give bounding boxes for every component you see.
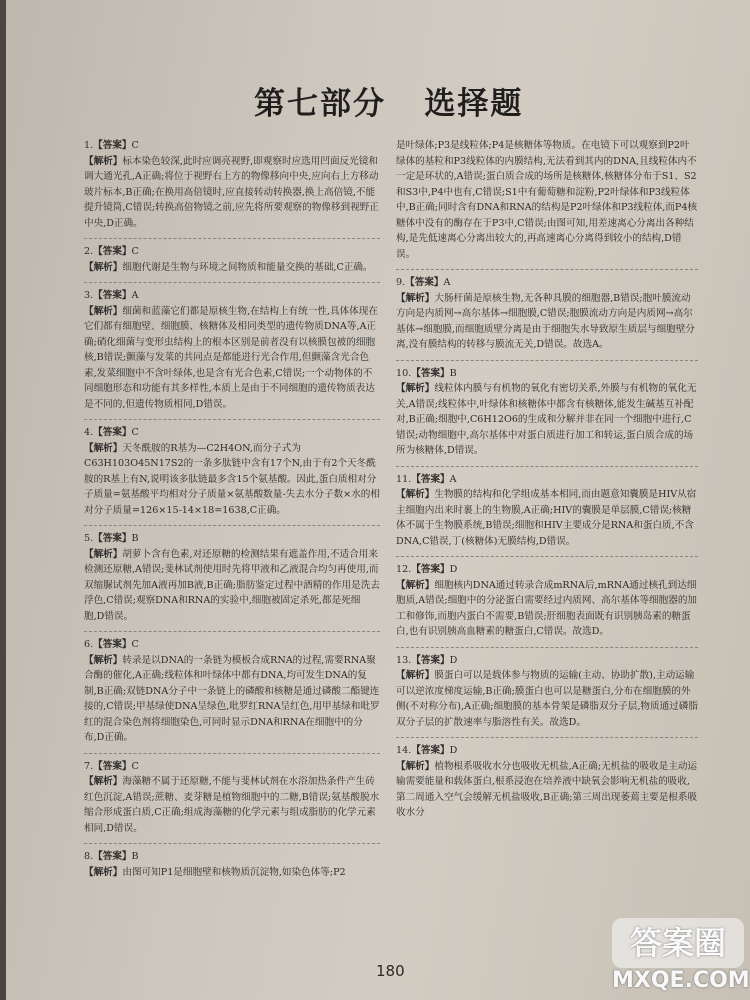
answer-value: B: [449, 367, 457, 379]
right-column: [396, 138, 698, 825]
explain-label: 【解析】: [396, 489, 435, 500]
question-number: 3.: [84, 290, 94, 301]
answer-label: 【答案】: [405, 277, 444, 288]
watermark-bottom: MXQE.COM: [612, 968, 750, 993]
explanation: [84, 865, 380, 881]
answer-value: A: [443, 277, 451, 288]
book-page: [6, 0, 750, 1000]
answer-value: A: [131, 290, 139, 301]
question-number: 6.: [84, 639, 94, 650]
question-number: 8.: [84, 851, 94, 862]
answer-line: [396, 472, 698, 488]
explanation-text: 细胞核内DNA通过转录合成mRNA后,mRNA通过核孔到达细胞质,A错误;细胞中的分泌蛋白需要经过内质网、高尔基体等细胞器的加工和修饰,而胞内蛋白不需要,B错误;肝细胞表面既有识别胰岛素的糖蛋白,也有识别胰高血糖素的糖蛋白,C错误。故选D。: [396, 579, 698, 637]
explain-label: 【解析】: [396, 579, 435, 591]
answer-item: [396, 562, 698, 640]
answer-label: 【答案】: [93, 290, 132, 301]
answer-line: [84, 138, 380, 154]
answer-item: [84, 425, 380, 518]
explain-label: 【解析】: [84, 548, 123, 560]
answer-line: [84, 288, 380, 304]
answer-item: [84, 849, 380, 880]
answer-label: 【答案】: [93, 851, 132, 862]
explanation: [396, 138, 698, 262]
answer-value: C: [131, 246, 139, 257]
answer-value: D: [449, 564, 458, 575]
explanation: [84, 441, 380, 519]
page-number: 180: [376, 962, 405, 980]
answer-line: [396, 366, 698, 382]
answer-label: 【答案】: [93, 427, 132, 438]
answer-label: 【答案】: [411, 473, 450, 485]
dashed-divider: [396, 647, 698, 648]
dashed-divider: [396, 737, 698, 738]
answer-item: [84, 531, 380, 624]
question-number: 11.: [396, 473, 412, 485]
explanation-text: 天冬酰胺的R基为—C2H4ON,而分子式为C63H103O45N17S2的一条多肽链中含有17个N,由于有2个天冬酰胺的R基上有N,说明该多肽链最多含15个氨基酸。因此,蛋白质相对分子质量=氨基酸平均相对分子质量×氨基酸数量-失去水分子数×水的相对分子质量=126×15-14×18=1638,C正确。: [84, 442, 380, 516]
dashed-divider: [84, 843, 380, 844]
answer-item: [396, 653, 698, 731]
answer-label: 【答案】: [93, 533, 132, 544]
explanation-text: 大肠杆菌是原核生物,无各种具膜的细胞器,B错误;胞叶膜流动方向是内质网→高尔基体→细胞膜,C错误;胞膜流动方向是内质网→高尔基体→细胞膜,而细胞质壁分离是由于细胞失水导致原生质层与细胞壁分离,没有膜结构的转移与膜流无关,D错误。故选A。: [396, 292, 695, 350]
answer-label: 【答案】: [411, 654, 450, 666]
dashed-divider: [396, 466, 698, 467]
explain-label: 【解析】: [84, 654, 123, 666]
answer-line: [84, 425, 380, 441]
answer-label: 【答案】: [411, 367, 450, 379]
explanation-text: 海藻糖不属于还原糖,不能与斐林试剂在水浴加热条件产生砖红色沉淀,A错误;蔗糖、麦芽糖是植物细胞中的二糖,B错误;氨基酸脱水缩合形成蛋白质,C正确;组成海藻糖的化学元素与组成脂肪的化学元素相同,D错误。: [84, 776, 380, 834]
watermark-logo: [612, 918, 750, 994]
answer-label: 【答案】: [411, 745, 450, 756]
question-number: 12.: [396, 564, 412, 575]
explanation: [396, 381, 698, 459]
answer-item: [84, 759, 380, 837]
answer-line: [396, 653, 698, 669]
answer-value: D: [449, 654, 458, 666]
question-number: 4.: [84, 427, 94, 438]
left-column: [84, 138, 380, 884]
explanation: [84, 653, 380, 746]
explain-label: 【解析】: [84, 866, 123, 878]
explain-label: 【解析】: [84, 776, 123, 787]
answer-value: D: [449, 745, 458, 756]
answer-line: [84, 759, 380, 775]
answer-item: [396, 472, 698, 550]
answer-value: A: [449, 473, 457, 485]
answer-label: 【答案】: [93, 140, 132, 151]
explain-label: 【解析】: [396, 292, 435, 304]
explanation-text: 线粒体内膜与有机物的氧化有密切关系,外膜与有机物的氧化无关,A错误;线粒体中,叶绿体和核糖体中都含有核糖体,能发生碱基互补配对,B正确;细胞中,C6H12O6的生成和分解并非在同一个细胞中进行,C错误;动物细胞中,高尔基体中对蛋白质进行加工和转运,蛋白质合成的场所为核糖体,D错误。: [396, 383, 697, 456]
answer-line: [84, 531, 380, 547]
explanation: [396, 578, 698, 640]
answer-item: [84, 637, 380, 746]
dashed-divider: [84, 525, 380, 526]
answer-label: 【答案】: [411, 564, 450, 575]
answer-label: 【答案】: [93, 760, 132, 772]
dashed-divider: [84, 282, 380, 283]
page-title: 第七部分 选择题: [254, 86, 524, 122]
explanation-text: 转录是以DNA的一条链为模板合成RNA的过程,需要RNA聚合酶的催化,A正确;线粒体和叶绿体中都有DNA,均可发生DNA的复制,B正确;双链DNA分子中一条链上的磷酸和核糖是通过磷酸二酯键连接的,C错误;甲基绿使DNA呈绿色,吡罗红RNA呈红色,用甲基绿和吡罗红的混合染色剂将细胞染色,可同时显示DNA和RNA在细胞中的分布,D正确。: [84, 654, 380, 743]
answer-item: [84, 138, 380, 231]
dashed-divider: [396, 556, 698, 557]
explanation: [396, 759, 698, 821]
question-number: 14.: [396, 745, 412, 756]
answer-line: [396, 562, 698, 578]
question-number: 9.: [396, 277, 406, 288]
explanation: [84, 774, 380, 836]
explain-label: 【解析】: [84, 261, 123, 273]
question-number: 13.: [396, 654, 412, 666]
explain-label: 【解析】: [84, 155, 123, 167]
answer-value: C: [131, 140, 139, 151]
explanation-text: 是叶绿体;P3是线粒体;P4是核糖体等物质。在电镜下可以观察到P2叶绿体的基粒和P3线粒体的内膜结构,无法看到其内的DNA,且线粒体内不一定是环状的,A错误;蛋白质合成的场所是核糖体,核糖体分布于S1、S2和S3中,P4中也有,C错误;S1中有葡萄糖和淀粉,P2叶绿体和P3线粒体中,B正确;同时含有DNA和RNA的结构是P2叶绿体和P3线粒体,而P4核糖体中没有的酶存在于P3中,C错误;由图可知,用差速离心分离出各种结构,是先低速离心分离出较大的,再高速离心分离得到较小的结构,D错误。: [396, 140, 698, 260]
answer-item: [84, 244, 380, 275]
answer-item: [396, 743, 698, 821]
dashed-divider: [84, 419, 380, 420]
explanation: [396, 291, 698, 353]
answer-value: B: [131, 533, 139, 544]
answer-label: 【答案】: [93, 246, 132, 257]
watermark-top: 答案圈: [612, 918, 744, 968]
explain-label: 【解析】: [396, 670, 435, 681]
answer-line: [84, 849, 380, 865]
answer-label: 【答案】: [93, 639, 132, 650]
explain-label: 【解析】: [84, 305, 123, 317]
explanation-text: 生物膜的结构和化学组成基本相同,而由题意知囊膜是HIV从宿主细胞内出来时裹上的生物膜,A正确;HIV的囊膜是单层膜,C错误;核糖体不属于生物膜系统,B错误;细胞和HIV主要成分是RNA和蛋白质,不含DNA,C错误,丁(核糖体)无膜结构,D错误。: [396, 489, 697, 547]
explanation-text: 植物根系吸收水分也吸收无机盐,A正确;无机盐的吸收是主动运输需要能量和载体蛋白,根系浸泡在培养液中缺氧会影响无机盐的吸收,第二周通入空气会缓解无机盐吸收,B正确;第三周出现萎蔫主要是根系吸收水分: [396, 760, 698, 818]
explain-label: 【解析】: [84, 442, 123, 454]
answer-item: [396, 366, 698, 459]
explanation: [84, 260, 380, 276]
explanation: [396, 668, 698, 730]
answer-value: C: [131, 760, 139, 772]
question-number: 2.: [84, 246, 94, 257]
dashed-divider: [84, 238, 380, 239]
explanation-text: 膜蛋白可以是载体参与物质的运输(主动、协助扩散),主动运输可以逆浓度梯度运输,B正确;膜蛋白也可以是糖蛋白,分布在细胞膜的外侧(不对称分布),A正确;细胞膜的基本骨架是磷脂双分子层,物质通过磷脂双分子层的扩散速率与脂溶性有关。故选D。: [396, 670, 698, 728]
question-number: 10.: [396, 367, 412, 379]
question-number: 1.: [84, 140, 94, 151]
question-number: 5.: [84, 533, 94, 544]
explanation-text: 细菌和蓝藻它们都是原核生物,在结构上有统一性,具体体现在它们都有细胞壁、细胞膜、核糖体及相同类型的遗传物质DNA等,A正确;硝化细菌与变形虫结构上的根本区别是前者没有以核膜包被的细胞核,B错误;颤藻与发菜的共同点是都能进行光合作用,但颤藻含光合色素,发菜细胞中不含叶绿体,也是含有光合色素,C错误;一个动物体的不同细胞形态和功能有其多样性,本质上是由于不同细胞的遗传物质表达是不同的,但遗传物质相同,D错误。: [84, 305, 378, 410]
dashed-divider: [84, 631, 380, 632]
explanation: [84, 154, 380, 232]
answer-item: [396, 138, 698, 262]
explain-label: 【解析】: [396, 760, 435, 772]
explanation-text: 标本染色较深,此时应调亮视野,即观察时应选用凹面反光镜和调大通光孔,A正确;将位于视野右上方的物像移向中央,应向右上方移动玻片标本,B正确;在换用高倍镜时,应直接转动转换器,换上高倍镜,不能提升镜筒,C错误;转换高倍物镜之前,应先将所要观察的物像移到视野正中央,D正确。: [84, 155, 379, 229]
answer-item: [396, 275, 698, 353]
dashed-divider: [396, 269, 698, 270]
explanation-text: 由图可知P1是细胞壁和核物质沉淀物,如染色体等;P2: [122, 866, 346, 878]
answer-value: C: [131, 427, 139, 438]
answer-value: C: [131, 639, 139, 650]
dashed-divider: [84, 753, 380, 754]
answer-line: [396, 743, 698, 759]
answer-line: [84, 637, 380, 653]
explanation: [84, 304, 380, 413]
dashed-divider: [396, 360, 698, 361]
question-number: 7.: [84, 760, 94, 772]
explain-label: 【解析】: [396, 383, 435, 394]
explanation: [396, 487, 698, 549]
answer-line: [396, 275, 698, 291]
answer-line: [84, 244, 380, 260]
answer-item: [84, 288, 380, 412]
explanation-text: 胡萝卜含有色素,对还原糖的检测结果有遮盖作用,不适合用来检测还原糖,A错误;斐林试剂使用时先将甲液和乙液混合均匀再使用,而双缩脲试剂先加A液再加B液,B正确;脂肪鉴定过程中酒精的作用是洗去浮色,C错误;观察DNA和RNA的实验中,细胞被固定杀死,都是死细胞,D错误。: [84, 548, 380, 622]
explanation: [84, 547, 380, 625]
answer-value: B: [131, 851, 139, 862]
explanation-text: 细胞代谢是生物与环境之间物质和能量交换的基础,C正确。: [122, 261, 373, 273]
